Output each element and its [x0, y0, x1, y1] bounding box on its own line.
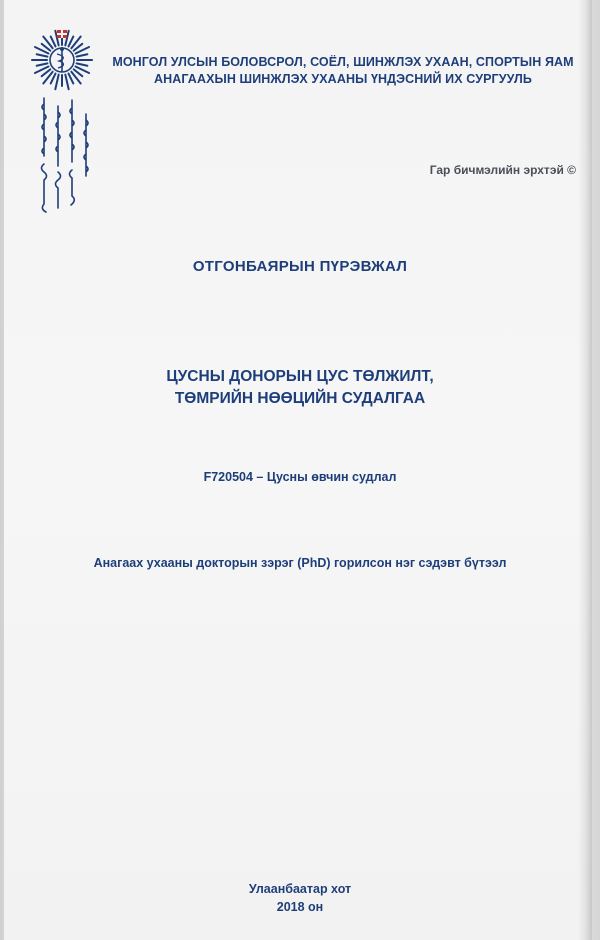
year: 2018 он: [276, 900, 324, 914]
mongolian-script-icon: [36, 96, 94, 216]
author-name: ОТГОНБАЯРЫН ПҮРЭВЖАЛ: [192, 258, 408, 275]
specialty-code: F720504 – Цусны өвчин судлал: [203, 470, 397, 484]
copyright-notice: Гар бичмэлийн эрхтэй ©: [429, 163, 576, 177]
place-and-year: [0, 880, 600, 916]
thesis-title-line-1: ЦУСНЫ ДОНОРЫН ЦУС ТӨЛЖИЛТ,: [166, 368, 434, 385]
university-name: АНАГААХЫН ШИНЖЛЭХ УХААНЫ ҮНДЭСНИЙ ИХ СУРГУУЛЬ: [154, 72, 532, 86]
ministry-name: МОНГОЛ УЛСЫН БОЛОВСРОЛ, СОЁЛ, ШИНЖЛЭХ УХААН, СПОРТЫН ЯАМ: [112, 55, 574, 69]
thesis-title-line-2: ТӨМРИЙН НӨӨЦИЙН СУДАЛГАА: [174, 390, 426, 407]
university-emblem-icon: [30, 28, 94, 92]
thesis-title: [0, 366, 600, 410]
institution-header: [108, 54, 578, 88]
city: Улаанбаатар хот: [248, 882, 352, 896]
degree-statement: Анагаах ухааны докторын зэрэг (PhD) горилсон нэг сэдэвт бүтээл: [93, 556, 507, 570]
